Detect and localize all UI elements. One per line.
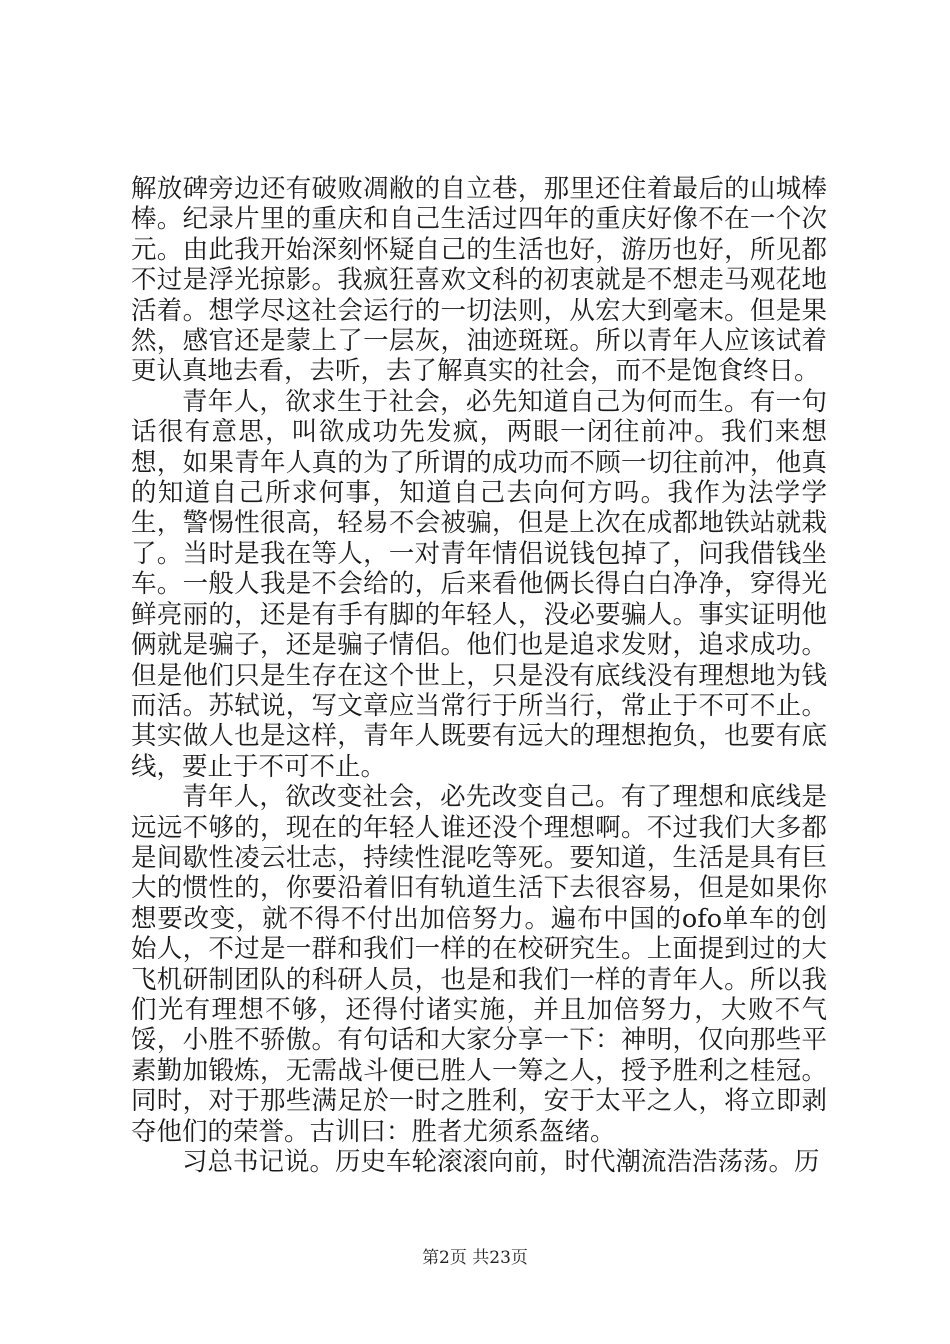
page-number-label: 第2页 共23页 [422,1248,528,1268]
paragraph-4: 习总书记说。历史车轮滚滚向前，时代潮流浩浩荡荡。历 [182,1147,820,1177]
paragraph-2: 青年人，欲求生于社会，必先知道自己为何而生。有一句话很有意思，叫欲成功先发疯，两眼一闭往前冲。我们来想想，如果青年人真的为了所谓的成功而不顾一切往前冲，他真的知道自己所求何事，知道自己去向何方吗。我作为法学学生，警惕性很高，轻易不会被骗，但是上次在成都地铁站就栽了。当时是我在等人，一对青年情侣说钱包掉了，问我借钱坐车。一般人我是不会给的，后来看他俩长得白白净净，穿得光鲜亮丽的，还是有手有脚的年轻人，没必要骗人。事实证明他俩就是骗子，还是骗子情侣。他们也是追求发财，追求成功。但是他们只是生存在这个世上，只是没有底线没有理想地为钱而活。苏轼说，写文章应当常行于所当行，常止于不可不止。其实做人也是这样，青年人既要有远大的理想抱负，也要有底线，要止于不可不止。 [131,386,827,782]
paragraph-3: 青年人，欲改变社会，必先改变自己。有了理想和底线是远远不够的，现在的年轻人谁还没个理想啊。不过我们大多都是间歇性凌云壮志，持续性混吃等死。要知道，生活是具有巨大的惯性的，你要沿着旧有轨道生活下去很容易，但是如果你想要改变，就不得不付出加倍努力。遍布中国的ofo单车的创始人，不过是一群和我们一样的在校研究生。上面提到过的大飞机研制团队的科研人员，也是和我们一样的青年人。所以我们光有理想不够，还得付诸实施，并且加倍努力，大败不气馁，小胜不骄傲。有句话和大家分享一下：神明，仅向那些平素勤加锻炼，无需战斗便已胜人一筹之人，授予胜利之桂冠。同时，对于那些满足於一时之胜利，安于太平之人，将立即剥夺他们的荣誉。古训曰：胜者尤须系盔绪。 [131,782,827,1147]
document-body [131,174,827,1177]
page-footer [0,1243,950,1268]
paragraph-1: 解放碑旁边还有破败凋敝的自立巷，那里还住着最后的山城棒棒。纪录片里的重庆和自己生活过四年的重庆好像不在一个次元。由此我开始深刻怀疑自己的生活也好，游历也好，所见都不过是浮光掠影。我疯狂喜欢文科的初衷就是不想走马观花地活着。想学尽这社会运行的一切法则，从宏大到毫末。但是果然，感官还是蒙上了一层灰，油迹斑斑。所以青年人应该试着更认真地去看，去听，去了解真实的社会，而不是饱食终日。 [131,174,827,387]
